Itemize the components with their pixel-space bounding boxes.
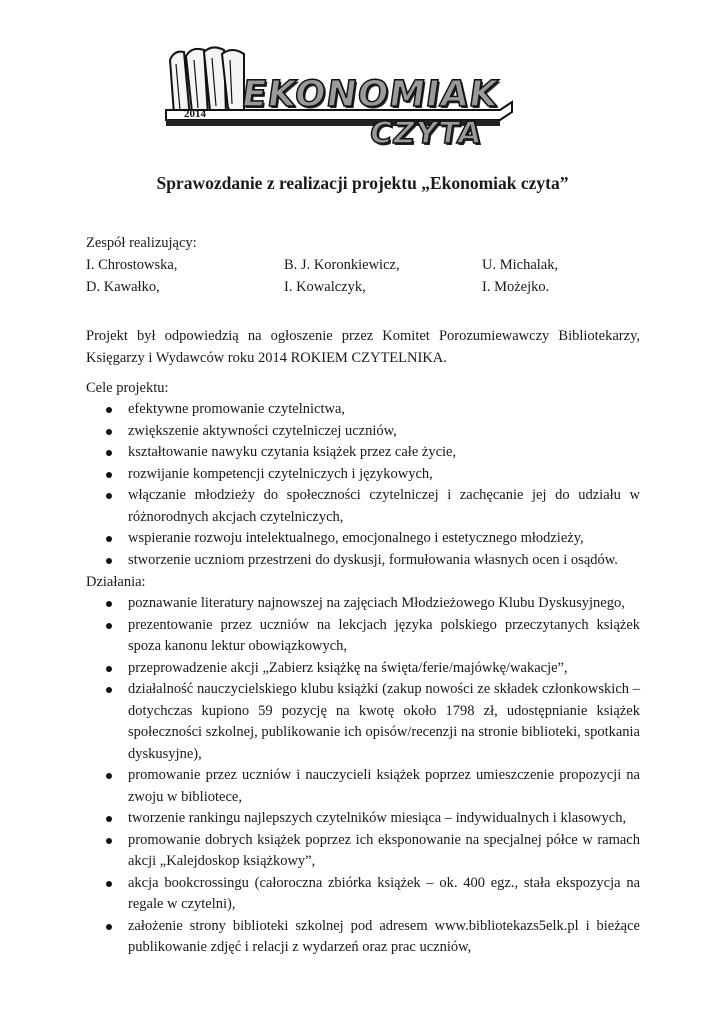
list-item: akcja bookcrossingu (całoroczna zbiórka książek – ok. 400 egz., stała ekspozycja na regale w czytelni),: [86, 873, 640, 916]
list-item: poznawanie literatury najnowszej na zajęciach Młodzieżowego Klubu Dyskusyjnego,: [86, 593, 640, 615]
list-item: tworzenie rankingu najlepszych czytelników miesiąca – indywidualnych i klasowych,: [86, 808, 640, 830]
document-title: Sprawozdanie z realizacji projektu „Ekonomiak czyta”: [156, 173, 569, 193]
bullet-icon: [106, 472, 112, 478]
bullet-icon: [106, 601, 112, 607]
bullet-icon: [106, 536, 112, 542]
bullet-icon: [106, 429, 112, 435]
team-member: I. Kowalczyk,: [284, 279, 366, 295]
logo-wordmark-ekonomiak: EKONOMIAK: [239, 74, 502, 115]
bullet-icon: [106, 558, 112, 564]
bullet-icon: [106, 493, 112, 499]
list-item: wspieranie rozwoju intelektualnego, emocjonalnego i estetycznego młodzieży,: [86, 528, 640, 550]
list-item: przeprowadzenie akcji „Zabierz książkę na święta/ferie/majówkę/wakacje”,: [86, 658, 640, 680]
bullet-icon: [106, 450, 112, 456]
team-row: [86, 276, 646, 298]
team-member: I. Chrostowska,: [86, 257, 178, 273]
actions-heading: Działania:: [86, 574, 146, 590]
list-item: rozwijanie kompetencji czytelniczych i językowych,: [86, 464, 640, 486]
list-item: zwiększenie aktywności czytelniczej uczniów,: [86, 421, 640, 443]
team-row: [86, 254, 646, 276]
bullet-icon: [106, 407, 112, 413]
team-label: Zespół realizujący:: [86, 235, 197, 251]
actions-list: [86, 593, 640, 959]
team-member: U. Michalak,: [482, 257, 559, 273]
list-item: promowanie dobrych książek poprzez ich eksponowanie na specjalnej półce w ramach akcji „Kalejdoskop książkowy”,: [86, 830, 640, 873]
list-item: działalność nauczycielskiego klubu książki (zakup nowości ze składek członkowskich – dotychczas kupiono 59 pozycję na kwotę około 1798 zł, udostępnianie książek społeczności szkolnej, publikowanie ich opisów/recenzji na stronie biblioteki, spotkania dyskusyjne),: [86, 679, 640, 765]
intro-paragraph: Projekt był odpowiedzią na ogłoszenie przez Komitet Porozumiewawczy Bibliotekarzy, Księgarzy i Wydawców roku 2014 ROKIEM CZYTELNIKA.: [86, 328, 640, 366]
list-item: efektywne promowanie czytelnictwa,: [86, 399, 640, 421]
list-item: promowanie przez uczniów i nauczycieli książek poprzez umieszczenie propozycji na zwoju w bibliotece,: [86, 765, 640, 808]
list-item: włączanie młodzieży do społeczności czytelniczej i zachęcanie jej do udziału w różnorodnych akcjach czytelniczych,: [86, 485, 640, 528]
bullet-icon: [106, 687, 112, 693]
ekonomiak-czyta-logo: [160, 40, 530, 158]
logo-year: 2014: [184, 108, 206, 120]
logo-wordmark-czyta: CZYTA: [367, 116, 485, 151]
list-item: prezentowanie przez uczniów na lekcjach języka polskiego przeczytanych książek spoza kanonu lektur obowiązkowych,: [86, 615, 640, 658]
list-item: założenie strony biblioteki szkolnej pod adresem www.bibliotekazs5elk.pl i bieżące publikowanie zdjęć i relacji z wydarzeń oraz prac uczniów,: [86, 916, 640, 959]
team-member: I. Możejko.: [482, 279, 550, 295]
bullet-icon: [106, 924, 112, 930]
bullet-icon: [106, 623, 112, 629]
goals-list: [86, 399, 640, 571]
bullet-icon: [106, 881, 112, 887]
bullet-icon: [106, 838, 112, 844]
list-item: stworzenie uczniom przestrzeni do dyskusji, formułowania własnych ocen i osądów.: [86, 550, 640, 572]
bullet-icon: [106, 816, 112, 822]
team-member: D. Kawałko,: [86, 279, 160, 295]
bullet-icon: [106, 666, 112, 672]
goals-heading: Cele projektu:: [86, 380, 169, 396]
list-item: kształtowanie nawyku czytania książek przez całe życie,: [86, 442, 640, 464]
team-member: B. J. Koronkiewicz,: [284, 257, 400, 273]
bullet-icon: [106, 773, 112, 779]
team-members: [86, 254, 646, 298]
